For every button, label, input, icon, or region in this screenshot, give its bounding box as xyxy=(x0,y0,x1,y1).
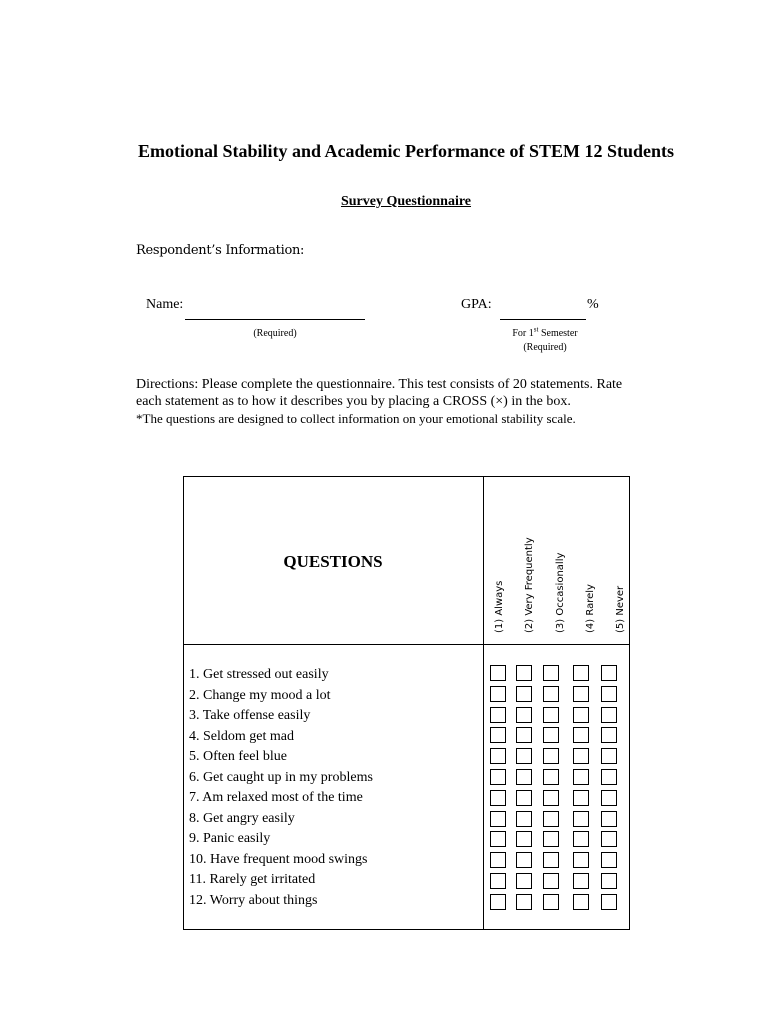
answer-checkbox-1[interactable] xyxy=(490,748,506,764)
answer-checkbox-3[interactable] xyxy=(543,852,559,868)
answer-checkbox-4[interactable] xyxy=(573,811,589,827)
answer-checkbox-5[interactable] xyxy=(601,686,617,702)
question-item: 8. Get angry easily xyxy=(189,810,295,826)
answer-checkbox-3[interactable] xyxy=(543,831,559,847)
answer-checkbox-3[interactable] xyxy=(543,811,559,827)
question-item: 4. Seldom get mad xyxy=(189,728,294,744)
answer-checkbox-5[interactable] xyxy=(601,748,617,764)
answer-checkbox-5[interactable] xyxy=(601,852,617,868)
gpa-label: GPA: xyxy=(461,297,492,312)
name-required-note: (Required) xyxy=(253,328,297,339)
answer-checkbox-2[interactable] xyxy=(516,873,532,889)
answer-checkbox-1[interactable] xyxy=(490,873,506,889)
answer-checkbox-5[interactable] xyxy=(601,873,617,889)
gpa-required-note: (Required) xyxy=(523,342,567,353)
question-item: 7. Am relaxed most of the time xyxy=(189,790,363,806)
answer-checkbox-3[interactable] xyxy=(543,769,559,785)
answer-checkbox-1[interactable] xyxy=(490,831,506,847)
gpa-note-suffix: Semester xyxy=(538,328,578,339)
answer-checkbox-3[interactable] xyxy=(543,707,559,723)
gpa-note-prefix: For 1 xyxy=(512,328,534,339)
answer-checkbox-5[interactable] xyxy=(601,707,617,723)
answer-checkbox-4[interactable] xyxy=(573,790,589,806)
answer-checkbox-1[interactable] xyxy=(490,769,506,785)
question-item: 11. Rarely get irritated xyxy=(189,872,316,888)
name-label: Name: xyxy=(146,297,184,312)
table-header-divider xyxy=(183,644,630,645)
scale-header-label: (2) Very Frequently xyxy=(524,537,535,633)
answer-checkbox-4[interactable] xyxy=(573,894,589,910)
answer-checkbox-1[interactable] xyxy=(490,790,506,806)
answer-checkbox-4[interactable] xyxy=(573,852,589,868)
scale-header-label: (3) Occasionally xyxy=(555,552,566,633)
answer-checkbox-3[interactable] xyxy=(543,665,559,681)
answer-checkbox-2[interactable] xyxy=(516,831,532,847)
answer-checkbox-2[interactable] xyxy=(516,686,532,702)
answer-checkbox-4[interactable] xyxy=(573,769,589,785)
question-item: 2. Change my mood a lot xyxy=(189,687,331,703)
scale-header-label: (4) Rarely xyxy=(585,584,596,633)
answer-checkbox-1[interactable] xyxy=(490,665,506,681)
answer-checkbox-4[interactable] xyxy=(573,873,589,889)
directions-line-1: Directions: Please complete the questionnaire. This test consists of 20 statements. Rate xyxy=(136,377,623,392)
survey-subtitle: Survey Questionnaire xyxy=(340,194,472,209)
answer-checkbox-2[interactable] xyxy=(516,665,532,681)
answer-checkbox-5[interactable] xyxy=(601,769,617,785)
answer-checkbox-2[interactable] xyxy=(516,790,532,806)
answer-checkbox-1[interactable] xyxy=(490,686,506,702)
answer-checkbox-5[interactable] xyxy=(601,665,617,681)
gpa-note-sup: st xyxy=(533,325,539,334)
answer-checkbox-3[interactable] xyxy=(543,727,559,743)
answer-checkbox-5[interactable] xyxy=(601,894,617,910)
question-list xyxy=(189,665,373,912)
scale-header-label: (1) Always xyxy=(494,580,505,633)
question-item: 6. Get caught up in my problems xyxy=(189,769,373,785)
question-item: 1. Get stressed out easily xyxy=(189,667,329,682)
answer-checkbox-4[interactable] xyxy=(573,831,589,847)
answer-checkbox-3[interactable] xyxy=(543,873,559,889)
answer-checkbox-1[interactable] xyxy=(490,894,506,910)
gpa-field-line[interactable] xyxy=(500,319,586,320)
answer-checkbox-2[interactable] xyxy=(516,769,532,785)
answer-checkbox-1[interactable] xyxy=(490,707,506,723)
answer-checkbox-2[interactable] xyxy=(516,707,532,723)
table-column-divider xyxy=(483,476,484,930)
answer-checkbox-3[interactable] xyxy=(543,894,559,910)
gpa-percent-sign: % xyxy=(587,297,599,312)
answer-checkbox-5[interactable] xyxy=(601,811,617,827)
answer-checkbox-4[interactable] xyxy=(573,686,589,702)
answer-checkbox-3[interactable] xyxy=(543,748,559,764)
document-title: Emotional Stability and Academic Performance of STEM 12 Students xyxy=(138,141,674,161)
answer-checkbox-1[interactable] xyxy=(490,852,506,868)
question-item: 3. Take offense easily xyxy=(189,708,311,724)
question-item: 9. Panic easily xyxy=(189,831,271,847)
directions-line-2: each statement as to how it describes you by placing a CROSS (×) in the box. xyxy=(136,394,571,409)
question-item: 10. Have frequent mood swings xyxy=(189,851,368,867)
answer-checkbox-5[interactable] xyxy=(601,727,617,743)
name-field-line[interactable] xyxy=(185,319,365,320)
directions-note: *The questions are designed to collect information on your emotional stability scale. xyxy=(136,411,576,426)
answer-checkbox-3[interactable] xyxy=(543,686,559,702)
answer-checkbox-2[interactable] xyxy=(516,727,532,743)
answer-checkbox-4[interactable] xyxy=(573,707,589,723)
answer-checkbox-2[interactable] xyxy=(516,811,532,827)
scale-header-label: (5) Never xyxy=(615,585,626,633)
answer-checkbox-1[interactable] xyxy=(490,811,506,827)
respondent-info-heading: Respondent’s Information: xyxy=(136,243,305,258)
answer-checkbox-1[interactable] xyxy=(490,727,506,743)
directions xyxy=(136,376,676,427)
question-item: 12. Worry about things xyxy=(189,893,318,909)
question-item: 5. Often feel blue xyxy=(189,749,287,765)
answer-checkbox-2[interactable] xyxy=(516,894,532,910)
answer-checkbox-5[interactable] xyxy=(601,790,617,806)
answer-checkbox-3[interactable] xyxy=(543,790,559,806)
answer-checkbox-2[interactable] xyxy=(516,748,532,764)
answer-checkbox-2[interactable] xyxy=(516,852,532,868)
questions-header: QUESTIONS xyxy=(283,552,383,571)
answer-checkbox-4[interactable] xyxy=(573,748,589,764)
gpa-semester-note xyxy=(480,327,610,355)
answer-checkbox-5[interactable] xyxy=(601,831,617,847)
answer-checkbox-4[interactable] xyxy=(573,665,589,681)
answer-checkbox-4[interactable] xyxy=(573,727,589,743)
